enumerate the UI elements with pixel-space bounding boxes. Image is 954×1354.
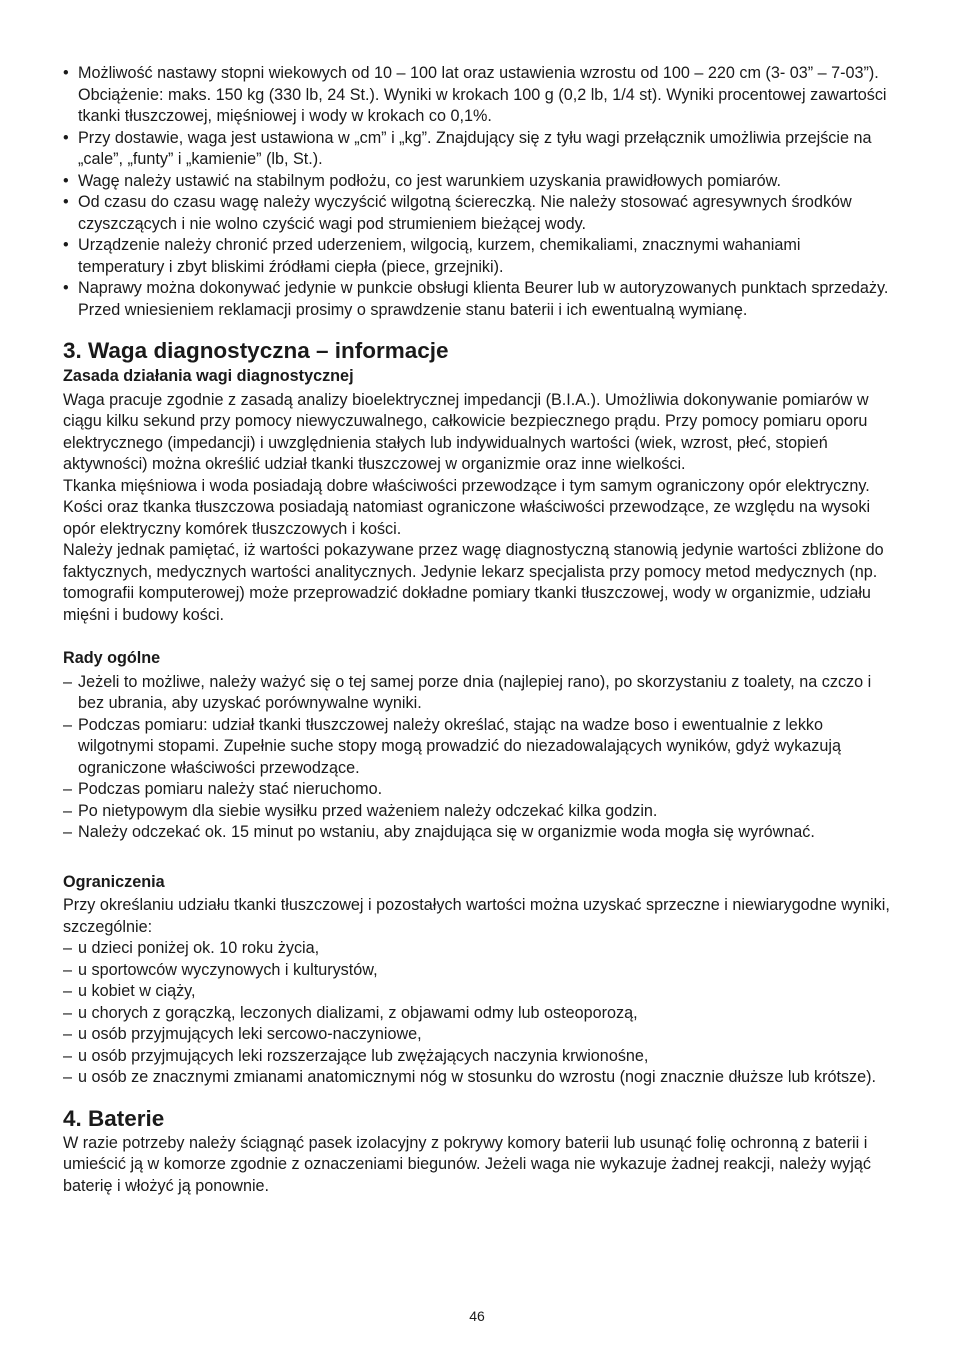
general-tips-subheading: Rady ogólne (63, 649, 161, 667)
dash-mark: – (63, 1068, 73, 1086)
list-item: – Podczas pomiaru: udział tkanki tłuszczowej należy określać, stając na wadze boso i ewentualnie z lekko wilgotnymi stopami. Zupełnie suche stopy mogą prowadzić do niezadowalających wyników, gdyż wykazują ograniczone właściwości przewodzące. (63, 715, 841, 777)
list-item: – u osób przyjmujących leki rozszerzające lub zwężających naczynia krwionośne, (63, 1046, 891, 1068)
list-item: – u chorych z gorączką, leczonych dializami, z objawami odmy lub osteoporozą, (63, 1003, 891, 1025)
page-number: 46 (469, 1308, 485, 1324)
bullet-mark: • (63, 279, 69, 297)
bullet-mark: • (63, 193, 69, 211)
principle-subheading: Zasada działania wagi diagnostycznej (63, 367, 354, 385)
dash-mark: – (63, 939, 73, 957)
list-item: – u sportowców wyczynowych i kulturystów, (63, 960, 891, 982)
list-item: – Należy odczekać ok. 15 minut po wstaniu, aby znajdująca się w organizmie woda mogła się wyrównać. (63, 822, 891, 844)
bullet-mark: • (63, 64, 69, 82)
bone-fat-paragraph: Kości oraz tkanka tłuszczowa posiadają natomiast ograniczone właściwości przewodzące, ze względu na wysoki opór elektryczny komórek tłuszczowych i kości. (63, 498, 871, 538)
list-item: • Naprawy można dokonywać jedynie w punkcie obsługi klienta Beurer lub w autoryzowanych punktach sprzedaży. Przed wniesieniem reklamacji prosimy o sprawdzenie stanu baterii i ich ewentualną wymianę. (63, 279, 889, 319)
accuracy-paragraph: Należy jednak pamiętać, iż wartości pokazywane przez wagę diagnostyczną stanowią jedynie wartości zbliżone do faktycznych, medycznych wartości analitycznych. Jedynie lekarz specjalista przy pomocy metod medycznych (np. tomografii komputerowej) może przeprowadzić dokładne pomiary tkanki tłuszczowej, wody w organizmie, udziału mięśni i budowy kości. (63, 541, 884, 624)
list-item: • Możliwość nastawy stopni wiekowych od 10 – 100 lat oraz ustawienia wzrostu od 100 – 220 cm (3- 03” – 7-03”). Obciążenie: maks. 150 kg (330 lb, 24 St.). Wyniki w krokach 100 g (0,2 lb, 1/4 st). Wyniki procentowej zawartości tkanki tłuszczowej, mięśniowej i wody w krokach co 0,1%. (63, 64, 887, 125)
list-item: • Przy dostawie, waga jest ustawiona w „cm” i „kg”. Znajdujący się z tyłu wagi przełącznik umożliwia przejście na „cale”, „funty” i „kamienie” (lb, St.). (63, 128, 872, 168)
dash-mark: – (63, 672, 73, 691)
dash-mark: – (63, 715, 73, 734)
limitations-list (63, 938, 891, 1089)
dash-mark: – (63, 1025, 73, 1043)
limitations-intro: Przy określaniu udziału tkanki tłuszczowej i pozostałych wartości można uzyskać sprzeczne i niewiarygodne wyniki, szczególnie: (63, 896, 890, 936)
bia-paragraph: Waga pracuje zgodnie z zasadą analizy bioelektrycznej impedancji (B.I.A.). Umożliwia dokonywanie pomiarów w ciągu kilku sekund przy pomocy niewyczuwalnego, całkowicie bezpiecznego prądu. Przy pomocy pomiaru oporu elektrycznego (impedancji) i uwzględnienia stałych lub indywidualnych wartości (wiek, wzrost, płeć, stopień aktywności) można określić udział tkanki tłuszczowej w organizmie oraz inne wielkości. (63, 390, 869, 473)
dash-mark: – (63, 1003, 73, 1022)
list-item: • Wagę należy ustawić na stabilnym podłożu, co jest warunkiem uzyskania prawidłowych pomiarów. (63, 171, 891, 193)
list-item: – u osób przyjmujących leki sercowo-naczyniowe, (63, 1024, 891, 1046)
list-item: – u osób ze znacznymi zmianami anatomicznymi nóg w stosunku do wzrostu (nogi znacznie dłuższe lub krótsze). (63, 1067, 891, 1089)
dash-mark: – (63, 1046, 73, 1065)
list-item: – u dzieci poniżej ok. 10 roku życia, (63, 938, 891, 960)
tips-list (63, 672, 891, 844)
list-item: • Od czasu do czasu wagę należy wyczyścić wilgotną ściereczką. Nie należy stosować agresywnych środków czyszczących i nie wolno czyścić wagi pod strumieniem bieżącej wody. (63, 193, 852, 233)
bullet-mark: • (63, 171, 69, 190)
list-item: – u kobiet w ciąży, (63, 981, 891, 1003)
section-4-heading: 4. Baterie (63, 1105, 165, 1131)
limitations-subheading: Ograniczenia (63, 872, 165, 891)
intro-bullet-list (63, 63, 891, 321)
section-3-heading: 3. Waga diagnostyczna – informacje (63, 338, 449, 363)
dash-mark: – (63, 823, 73, 841)
dash-mark: – (63, 780, 73, 798)
list-item: – Jeżeli to możliwe, należy ważyć się o tej samej porze dnia (najlepiej rano), po skorzystaniu z toalety, na czczo i bez ubrania, aby uzyskać porównywalne wyniki. (63, 672, 872, 712)
document-page (63, 63, 891, 1197)
dash-mark: – (63, 960, 73, 979)
muscle-water-paragraph: Tkanka mięśniowa i woda posiadają dobre właściwości przewodzące i tym samym ograniczony opór elektryczny. (63, 476, 870, 495)
dash-mark: – (63, 801, 73, 820)
bullet-mark: • (63, 128, 69, 147)
list-item: – Po nietypowym dla siebie wysiłku przed ważeniem należy odczekać kilka godzin. (63, 801, 891, 823)
battery-paragraph: W razie potrzeby należy ściągnąć pasek izolacyjny z pokrywy komory baterii lub usunąć folię ochronną z baterii i umieścić ją w komorze zgodnie z oznaczeniami biegunów. Jeżeli waga nie wykazuje żadnej reakcji, należy wyjąć baterię i włożyć ją ponownie. (63, 1133, 871, 1195)
dash-mark: – (63, 982, 73, 1000)
list-item: – Podczas pomiaru należy stać nieruchomo. (63, 779, 891, 801)
list-item: • Urządzenie należy chronić przed uderzeniem, wilgocią, kurzem, chemikaliami, znacznymi wahaniami temperatury i zbyt bliskimi źródłami ciepła (piece, grzejniki). (63, 236, 801, 276)
bullet-mark: • (63, 236, 69, 254)
